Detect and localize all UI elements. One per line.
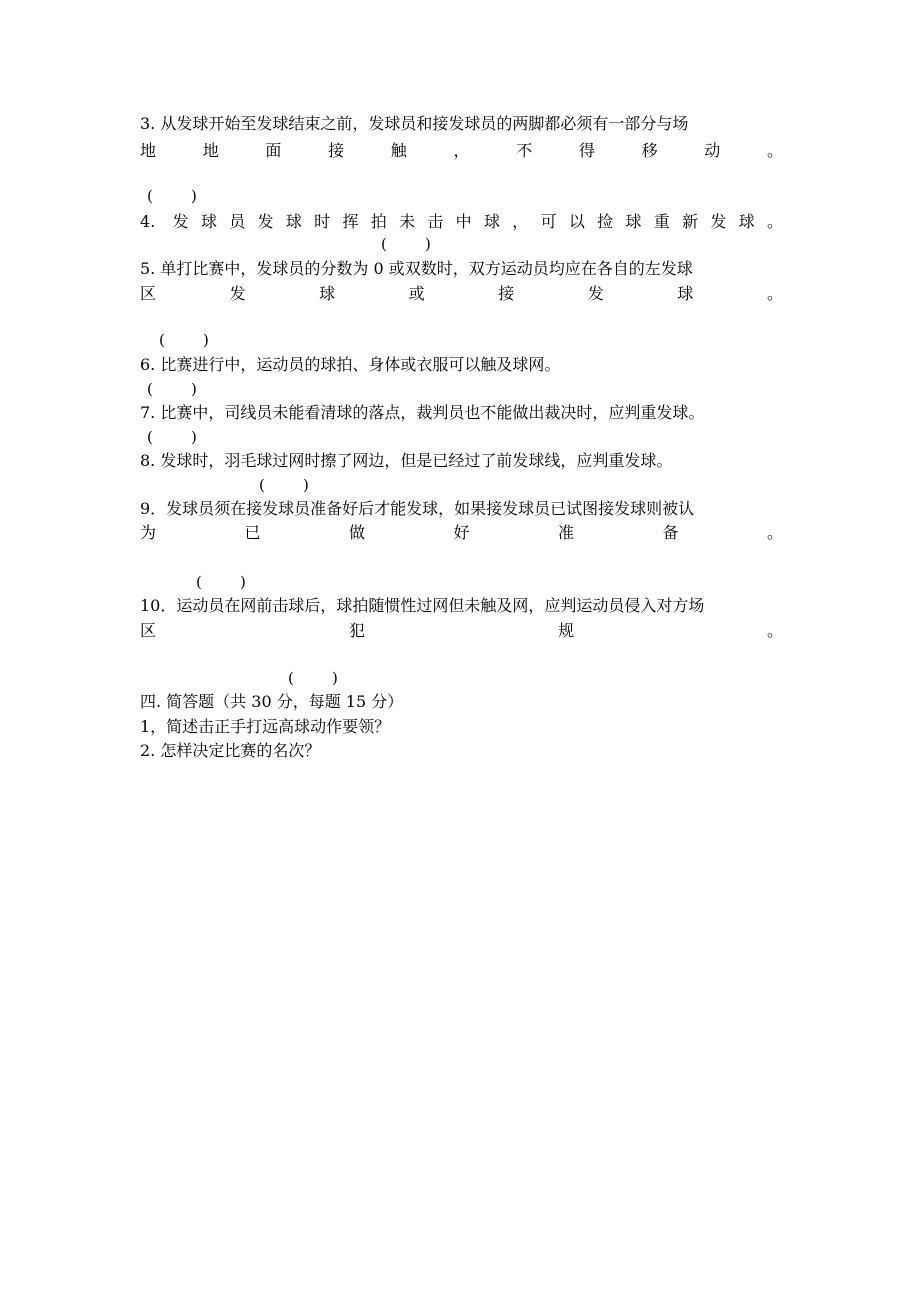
question-9-line-2: 为 已 做 好 准 备 。 bbox=[140, 523, 783, 542]
question-9-answer-blank: ( ) bbox=[196, 573, 246, 591]
question-3-answer-blank: ( ) bbox=[147, 187, 197, 205]
question-5-line-2: 区 发 球 或 接 发 球 。 bbox=[140, 284, 783, 303]
question-9-line-1: 9．发球员须在接发球员准备好后才能发球，如果接发球员已试图接发球则被认 bbox=[140, 499, 695, 518]
question-10-line-2: 区 犯 规 。 bbox=[140, 621, 783, 640]
question-8-line-1: 8. 发球时，羽毛球过网时擦了网边，但是已经过了前发球线，应判重发球。 bbox=[140, 451, 673, 470]
short-answer-item-1: 1，简述击正手打远高球动作要领？ bbox=[140, 717, 391, 736]
question-4-line-1: 4. 发球员发球时挥拍未击中球，可以捡球重新发球。 bbox=[140, 212, 783, 231]
question-6-line-1: 6. 比赛进行中，运动员的球拍、身体或衣服可以触及球网。 bbox=[140, 355, 561, 374]
question-3-line-1: 3. 从发球开始至发球结束之前，发球员和接发球员的两脚都必须有一部分与场 bbox=[140, 114, 689, 133]
question-8-answer-blank: ( ) bbox=[259, 476, 309, 494]
question-7-answer-blank: ( ) bbox=[147, 428, 197, 446]
question-5-answer-blank: ( ) bbox=[159, 331, 209, 349]
question-10-line-1: 10．运动员在网前击球后，球拍随惯性过网但未触及网，应判运动员侵入对方场 bbox=[140, 596, 705, 615]
question-3-line-2: 地 地 面 接 触 ， 不 得 移 动 。 bbox=[140, 141, 783, 160]
question-7-line-1: 7. 比赛中，司线员未能看清球的落点，裁判员也不能做出裁决时，应判重发球。 bbox=[140, 403, 705, 422]
question-10-answer-blank: ( ) bbox=[288, 669, 338, 687]
question-4-answer-blank: ( ) bbox=[381, 235, 431, 253]
short-answer-item-2: 2. 怎样决定比赛的名次？ bbox=[140, 741, 321, 760]
section-4-heading: 四. 简答题（共 30 分，每题 15 分） bbox=[140, 692, 404, 711]
question-6-answer-blank: ( ) bbox=[147, 380, 197, 398]
question-5-line-1: 5. 单打比赛中，发球员的分数为 0 或双数时，双方运动员均应在各自的左发球 bbox=[140, 259, 693, 278]
